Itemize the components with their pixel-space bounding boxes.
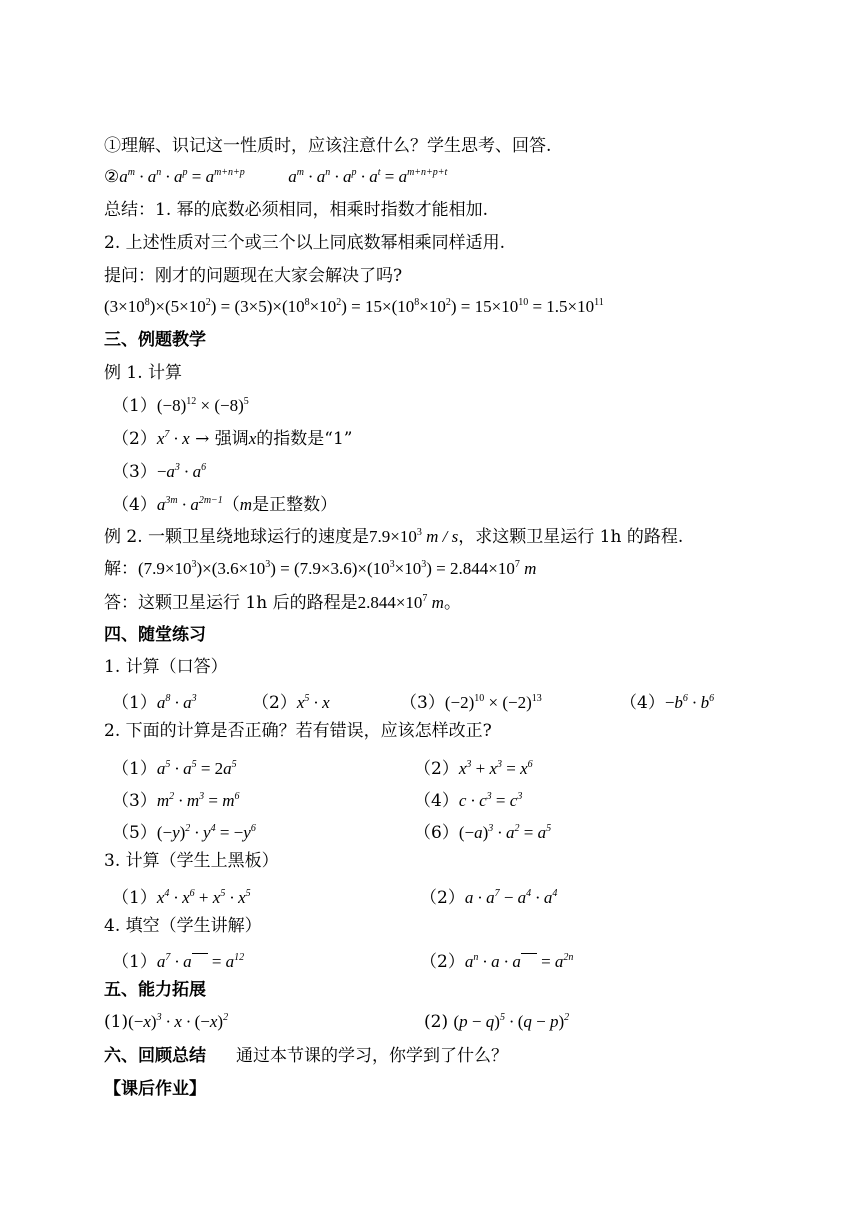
extension-item-2: (2) $(p - q)^5 \cdot (q - p)^2$: [424, 1012, 570, 1032]
formula-line-2: [104, 166, 447, 188]
practice-1-item-2: $(2)x^5 \cdot x$: [252, 693, 330, 713]
section-4-heading: 四、随堂练习: [104, 625, 206, 645]
example-2-text: 例 2. 一颗卫星绕地球运行的速度是$7.9\times 10^3$ m / s，求这颗卫星运行 1h 的路程.: [104, 527, 684, 547]
fill-blank: [521, 947, 537, 954]
practice-3-title: 3. 计算（学生上黑板）: [104, 851, 279, 871]
section-6-text: 通过本节课的学习，你学到了什么？: [236, 1046, 508, 1066]
practice-2-item-4: $(4)c \cdot c^3 = c^3$: [414, 791, 523, 811]
practice-4-item-2: $(2)a^n \cdot a \cdot a = a^{2n}$: [420, 947, 573, 972]
practice-2-item-5: $(5)(-y)^2 \cdot y^4 = -y^6$: [112, 823, 256, 843]
section-6-heading: 六、回顾总结: [104, 1046, 206, 1066]
example-2-solution: 解：$(7.9\times 10^3)\times(3.6\times 10^3) = (7.9\times 3.6)\times(10^3\times 10^3) = 2.844\times 10^7$ m: [104, 559, 537, 579]
summary-2: 2. 上述性质对三个或三个以上同底数幂相乘同样适用.: [104, 233, 506, 253]
example-2-answer: 答：这颗卫星运行 1h 后的路程是$2.844\times 10^7$ m。: [104, 593, 461, 613]
homework-heading: 【课后作业】: [104, 1079, 206, 1099]
practice-2-title: 2. 下面的计算是否正确？若有错误，应该怎样改正?: [104, 721, 492, 741]
ex1-item-1: $(1)(-8)^{12} \times (-8)^5$: [112, 396, 249, 416]
ex1-item-3: $(3)-a^3 \cdot a^6$: [112, 462, 207, 482]
practice-2-item-6: $(6)(-a)^3 \cdot a^2 = a^5$: [414, 823, 552, 843]
question: 提问：刚才的问题现在大家会解决了吗?: [104, 266, 403, 286]
section-3-heading: 三、例题教学: [104, 330, 206, 350]
example-1-title: 例 1. 计算: [104, 363, 183, 383]
calc-line: $(3\times 10^8)\times(5\times 10^2) = (3\times 5)\times(10^8\times 10^2) = 15\times(10^8\times 10^2) = 15\times 10^{10} = 1.5\times 10^{11}$: [104, 297, 604, 316]
ex1-item-4: $(4)a^{3m} \cdot a^{2m-1}(m$是正整数）: [112, 495, 338, 515]
practice-1-item-3: $(3)(-2)^{10} \times (-2)^{13}$: [400, 693, 542, 713]
practice-4-item-1: $(1)a^7 \cdot a = a^{12}$: [112, 947, 244, 972]
ex1-item-2: $(2)x^7 \cdot x$ → 强调x的指数是“1”: [112, 429, 353, 449]
practice-2-item-1: $(1)a^5 \cdot a^5 = 2a^5$: [112, 759, 237, 779]
formula-a: $a^m \cdot a^n \cdot a^p = a^{m+n+p}$: [119, 167, 245, 186]
practice-2-item-2: $(2)x^3 + x^3 = x^6$: [414, 759, 533, 779]
practice-1-title: 1. 计算（口答）: [104, 657, 228, 677]
practice-3-item-2: $(2)a \cdot a^7 - a^4 \cdot a^4$: [420, 888, 558, 908]
summary-1: 总结：1. 幂的底数必须相同，相乘时指数才能相加.: [104, 200, 489, 220]
practice-2-item-3: $(3)m^2 \cdot m^3 = m^6$: [112, 791, 240, 811]
circle-2-marker: ②: [104, 167, 120, 187]
practice-1-item-1: $(1)a^8 \cdot a^3$: [112, 693, 197, 713]
fill-blank: [192, 947, 208, 954]
section-5-heading: 五、能力拓展: [104, 980, 206, 1000]
practice-1-item-4: $(4)-b^6 \cdot b^6$: [620, 693, 715, 713]
extension-item-1: $(1)(-x)^3 \cdot x \cdot (-x)^2$: [104, 1012, 229, 1032]
remark-1: ①理解、识记这一性质时，应该注意什么？学生思考、回答.: [104, 136, 552, 156]
practice-4-title: 4. 填空（学生讲解）: [104, 916, 262, 936]
practice-3-item-1: $(1)x^4 \cdot x^6 + x^5 \cdot x^5$: [112, 888, 251, 908]
formula-b: $a^m \cdot a^n \cdot a^p \cdot a^t = a^{m+n+p+t}$: [288, 167, 448, 186]
section-6-line: [104, 1045, 508, 1067]
